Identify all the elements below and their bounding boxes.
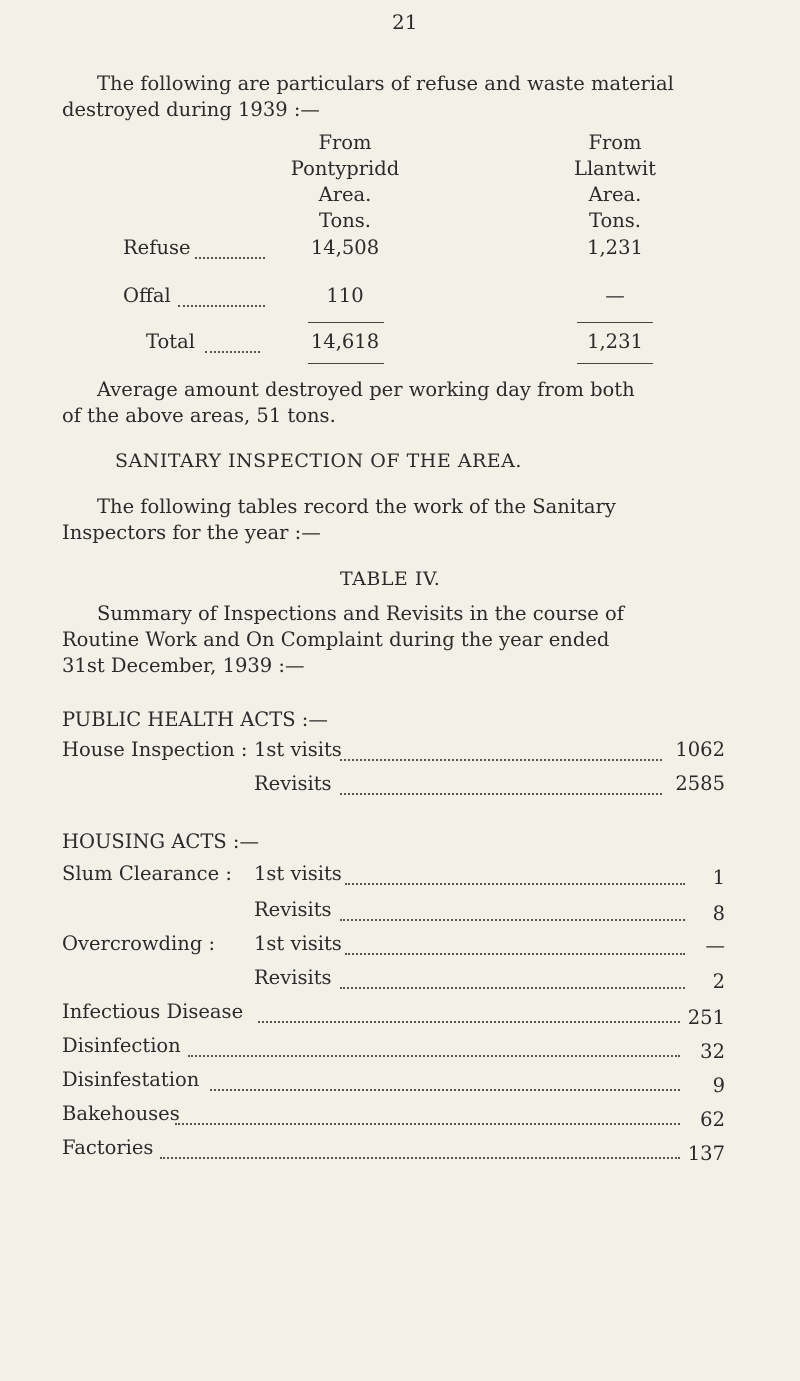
overcrowding-revisits-value: 2 <box>712 970 725 993</box>
row-label-refuse: Refuse <box>123 236 191 259</box>
row-label-offal: Offal <box>123 284 171 307</box>
col-header-llantwit: From Llantwit Area. Tons. <box>574 131 656 232</box>
refuse-llantwit: 1,231 <box>587 236 643 259</box>
overcrowding-first-visits-label: 1st visits <box>254 932 342 955</box>
infectious-disease-value: 251 <box>687 1006 725 1029</box>
leader-dots <box>345 953 685 955</box>
leader-dots <box>195 257 265 259</box>
section-heading-sanitary: SANITARY INSPECTION OF THE AREA. <box>115 450 522 472</box>
leader-dots <box>205 351 260 353</box>
row-label-total: Total <box>146 330 195 353</box>
house-first-visits-label: 1st visits <box>254 738 342 761</box>
slum-clearance-label: Slum Clearance : <box>62 862 232 885</box>
leader-dots <box>178 305 265 307</box>
factories-value: 137 <box>687 1142 725 1165</box>
overcrowding-first-visits-value: — <box>705 934 725 957</box>
disinfestation-value: 9 <box>712 1074 725 1097</box>
intro-line-2: destroyed during 1939 :— <box>62 98 320 121</box>
leader-dots <box>210 1089 680 1091</box>
summary-line-2: Routine Work and On Complaint during the year ended <box>62 628 610 651</box>
sum-rule <box>577 322 653 323</box>
leader-dots <box>188 1055 680 1057</box>
total-rule <box>308 363 384 364</box>
intro-line-1: The following are particulars of refuse and waste material <box>97 72 674 95</box>
average-line-2: of the above areas, 51 tons. <box>62 404 336 427</box>
housing-heading: HOUSING ACTS :— <box>62 830 259 853</box>
bakehouses-label: Bakehouses <box>62 1102 180 1125</box>
house-inspection-label: House Inspection : <box>62 738 248 761</box>
disinfestation-label: Disinfestation <box>62 1068 200 1091</box>
overcrowding-revisits-label: Revisits <box>254 966 332 989</box>
disinfection-label: Disinfection <box>62 1034 181 1057</box>
total-llantwit: 1,231 <box>587 330 643 353</box>
house-revisits-label: Revisits <box>254 772 332 795</box>
leader-dots <box>340 919 685 921</box>
slum-first-visits-value: 1 <box>712 866 725 889</box>
leader-dots <box>340 793 662 795</box>
page-number: 21 <box>392 10 418 34</box>
total-rule <box>577 363 653 364</box>
leader-dots <box>175 1123 680 1125</box>
leader-dots <box>345 883 685 885</box>
slum-revisits-value: 8 <box>712 902 725 925</box>
sum-rule <box>308 322 384 323</box>
sanitary-intro-line-2: Inspectors for the year :— <box>62 521 321 544</box>
public-health-heading: PUBLIC HEALTH ACTS :— <box>62 708 328 731</box>
bakehouses-value: 62 <box>700 1108 725 1131</box>
leader-dots <box>258 1021 680 1023</box>
slum-revisits-label: Revisits <box>254 898 332 921</box>
factories-label: Factories <box>62 1136 154 1159</box>
offal-llantwit: — <box>605 284 625 307</box>
overcrowding-label: Overcrowding : <box>62 932 216 955</box>
summary-line-3: 31st December, 1939 :— <box>62 654 305 677</box>
summary-line-1: Summary of Inspections and Revisits in the course of <box>97 602 625 625</box>
leader-dots <box>340 759 662 761</box>
house-first-visits-value: 1062 <box>675 738 725 761</box>
leader-dots <box>340 987 685 989</box>
sanitary-intro-line-1: The following tables record the work of the Sanitary <box>97 495 616 518</box>
house-revisits-value: 2585 <box>675 772 725 795</box>
col-header-pontypridd: From Pontypridd Area. Tons. <box>290 131 400 232</box>
average-line-1: Average amount destroyed per working day from both <box>97 378 635 401</box>
total-pontypridd: 14,618 <box>310 330 380 353</box>
infectious-disease-label: Infectious Disease <box>62 1000 244 1023</box>
offal-pontypridd: 110 <box>326 284 364 307</box>
table-title: TABLE IV. <box>340 568 441 590</box>
leader-dots <box>160 1157 680 1159</box>
disinfection-value: 32 <box>700 1040 725 1063</box>
slum-first-visits-label: 1st visits <box>254 862 342 885</box>
refuse-pontypridd: 14,508 <box>310 236 380 259</box>
